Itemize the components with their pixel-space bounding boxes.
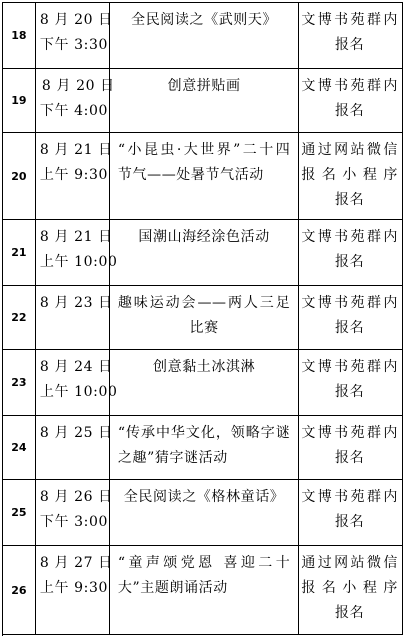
registration-channel-line: 报名 <box>335 192 365 208</box>
activity-name-line: “传承中华文化，领略字谜 <box>117 425 291 441</box>
activity-date <box>36 416 113 480</box>
registration-channel <box>299 69 403 133</box>
activity-date <box>36 480 113 546</box>
date-line: 8 月 21 日 <box>39 142 113 158</box>
registration-channel-line: 报名 <box>335 450 365 466</box>
date-line: 8 月 23 日 <box>39 295 113 311</box>
registration-channel <box>299 286 403 350</box>
registration-channel <box>299 220 403 286</box>
row-number: 25 <box>3 480 36 546</box>
activity-name-line: 国潮山海经涂色活动 <box>138 229 270 245</box>
activity-name <box>110 3 299 69</box>
registration-channel-line: 文博书苑群内 <box>301 359 398 375</box>
row-number: 23 <box>3 350 36 416</box>
date-line: 8 月 20 日 <box>41 78 115 94</box>
activity-date <box>36 350 118 416</box>
registration-channel-line: 报名 <box>335 103 365 119</box>
registration-channel <box>299 480 403 546</box>
activity-name-line: 比赛 <box>189 320 219 336</box>
activity-name-line: 趣味运动会——两人三足 <box>117 295 291 311</box>
activity-date <box>36 546 113 635</box>
activity-date <box>36 220 118 286</box>
activity-name <box>110 416 299 480</box>
registration-channel-line: 文博书苑群内 <box>301 12 398 28</box>
date-line: 8 月 27 日 <box>39 555 113 571</box>
registration-channel-line: 文博书苑群内 <box>301 78 398 94</box>
activity-name <box>110 350 299 416</box>
row-number: 24 <box>3 416 36 480</box>
activity-name-line: 全民阅读之《武则天》 <box>131 12 278 28</box>
registration-channel <box>299 546 403 635</box>
row-number: 20 <box>3 133 36 220</box>
date-line: 上午 9:30 <box>39 580 108 596</box>
table-row <box>3 480 403 546</box>
activity-name <box>110 546 299 635</box>
registration-channel <box>299 133 403 220</box>
registration-channel-line: 报名 <box>335 605 365 621</box>
date-line: 8 月 24 日 <box>39 359 113 375</box>
row-number: 21 <box>3 220 36 286</box>
registration-channel-line: 报名 <box>335 320 365 336</box>
row-number: 19 <box>3 69 36 133</box>
registration-channel-line: 报名 <box>335 254 365 270</box>
activity-name-line: 之趣”猜字谜活动 <box>117 450 228 466</box>
date-line: 8 月 26 日 <box>39 489 113 505</box>
table-row <box>3 416 403 480</box>
activity-name-line: 大”主题朗诵活动 <box>117 580 228 596</box>
registration-channel-line: 报名小程序 <box>301 167 398 183</box>
activity-date <box>36 69 115 133</box>
table-row <box>3 133 403 220</box>
registration-channel <box>299 3 403 69</box>
date-line: 下午 4:00 <box>39 103 108 119</box>
registration-channel-line: 通过网站微信 <box>301 555 398 571</box>
date-line: 上午 10:00 <box>39 384 118 400</box>
registration-channel-line: 文博书苑群内 <box>301 425 398 441</box>
activity-name-line: 创意拼贴画 <box>167 78 241 94</box>
table-row <box>3 220 403 286</box>
activity-name-line: “小昆虫·大世界”二十四 <box>117 142 291 158</box>
activity-date <box>36 286 113 350</box>
table-row <box>3 286 403 350</box>
activity-name <box>110 286 299 350</box>
row-number: 26 <box>3 546 36 635</box>
activity-name-line: “童声颂党恩 喜迎二十 <box>117 555 291 571</box>
registration-channel <box>299 350 403 416</box>
registration-channel-line: 通过网站微信 <box>301 142 398 158</box>
row-number: 18 <box>3 3 36 69</box>
table-row <box>3 69 403 133</box>
row-number: 22 <box>3 286 36 350</box>
activity-name <box>110 69 299 133</box>
activity-date <box>36 133 113 220</box>
registration-channel-line: 报名 <box>335 384 365 400</box>
activity-name-line: 节气——处暑节气活动 <box>117 167 264 183</box>
table-row <box>3 350 403 416</box>
date-line: 上午 10:00 <box>39 254 118 270</box>
date-line: 下午 3:30 <box>39 37 108 53</box>
date-line: 8 月 20 日 <box>39 12 113 28</box>
activity-name-line: 全民阅读之《格林童话》 <box>123 489 285 505</box>
activity-name <box>110 480 299 546</box>
activity-name <box>110 133 299 220</box>
registration-channel-line: 文博书苑群内 <box>301 229 398 245</box>
registration-channel-line: 报名小程序 <box>301 580 398 596</box>
date-line: 下午 3:00 <box>39 514 108 530</box>
table-row <box>3 546 403 635</box>
date-line: 8 月 21 日 <box>39 229 113 245</box>
registration-channel-line: 文博书苑群内 <box>301 489 398 505</box>
registration-channel-line: 报名 <box>335 514 365 530</box>
date-line: 8 月 25 日 <box>39 425 113 441</box>
registration-channel <box>299 416 403 480</box>
activity-schedule-table <box>2 2 403 636</box>
activity-name <box>110 220 299 286</box>
activity-name-line: 创意黏土冰淇淋 <box>153 359 256 375</box>
date-line: 上午 9:30 <box>39 167 108 183</box>
registration-channel-line: 文博书苑群内 <box>301 295 398 311</box>
table-row <box>3 3 403 69</box>
activity-date <box>36 3 113 69</box>
registration-channel-line: 报名 <box>335 37 365 53</box>
